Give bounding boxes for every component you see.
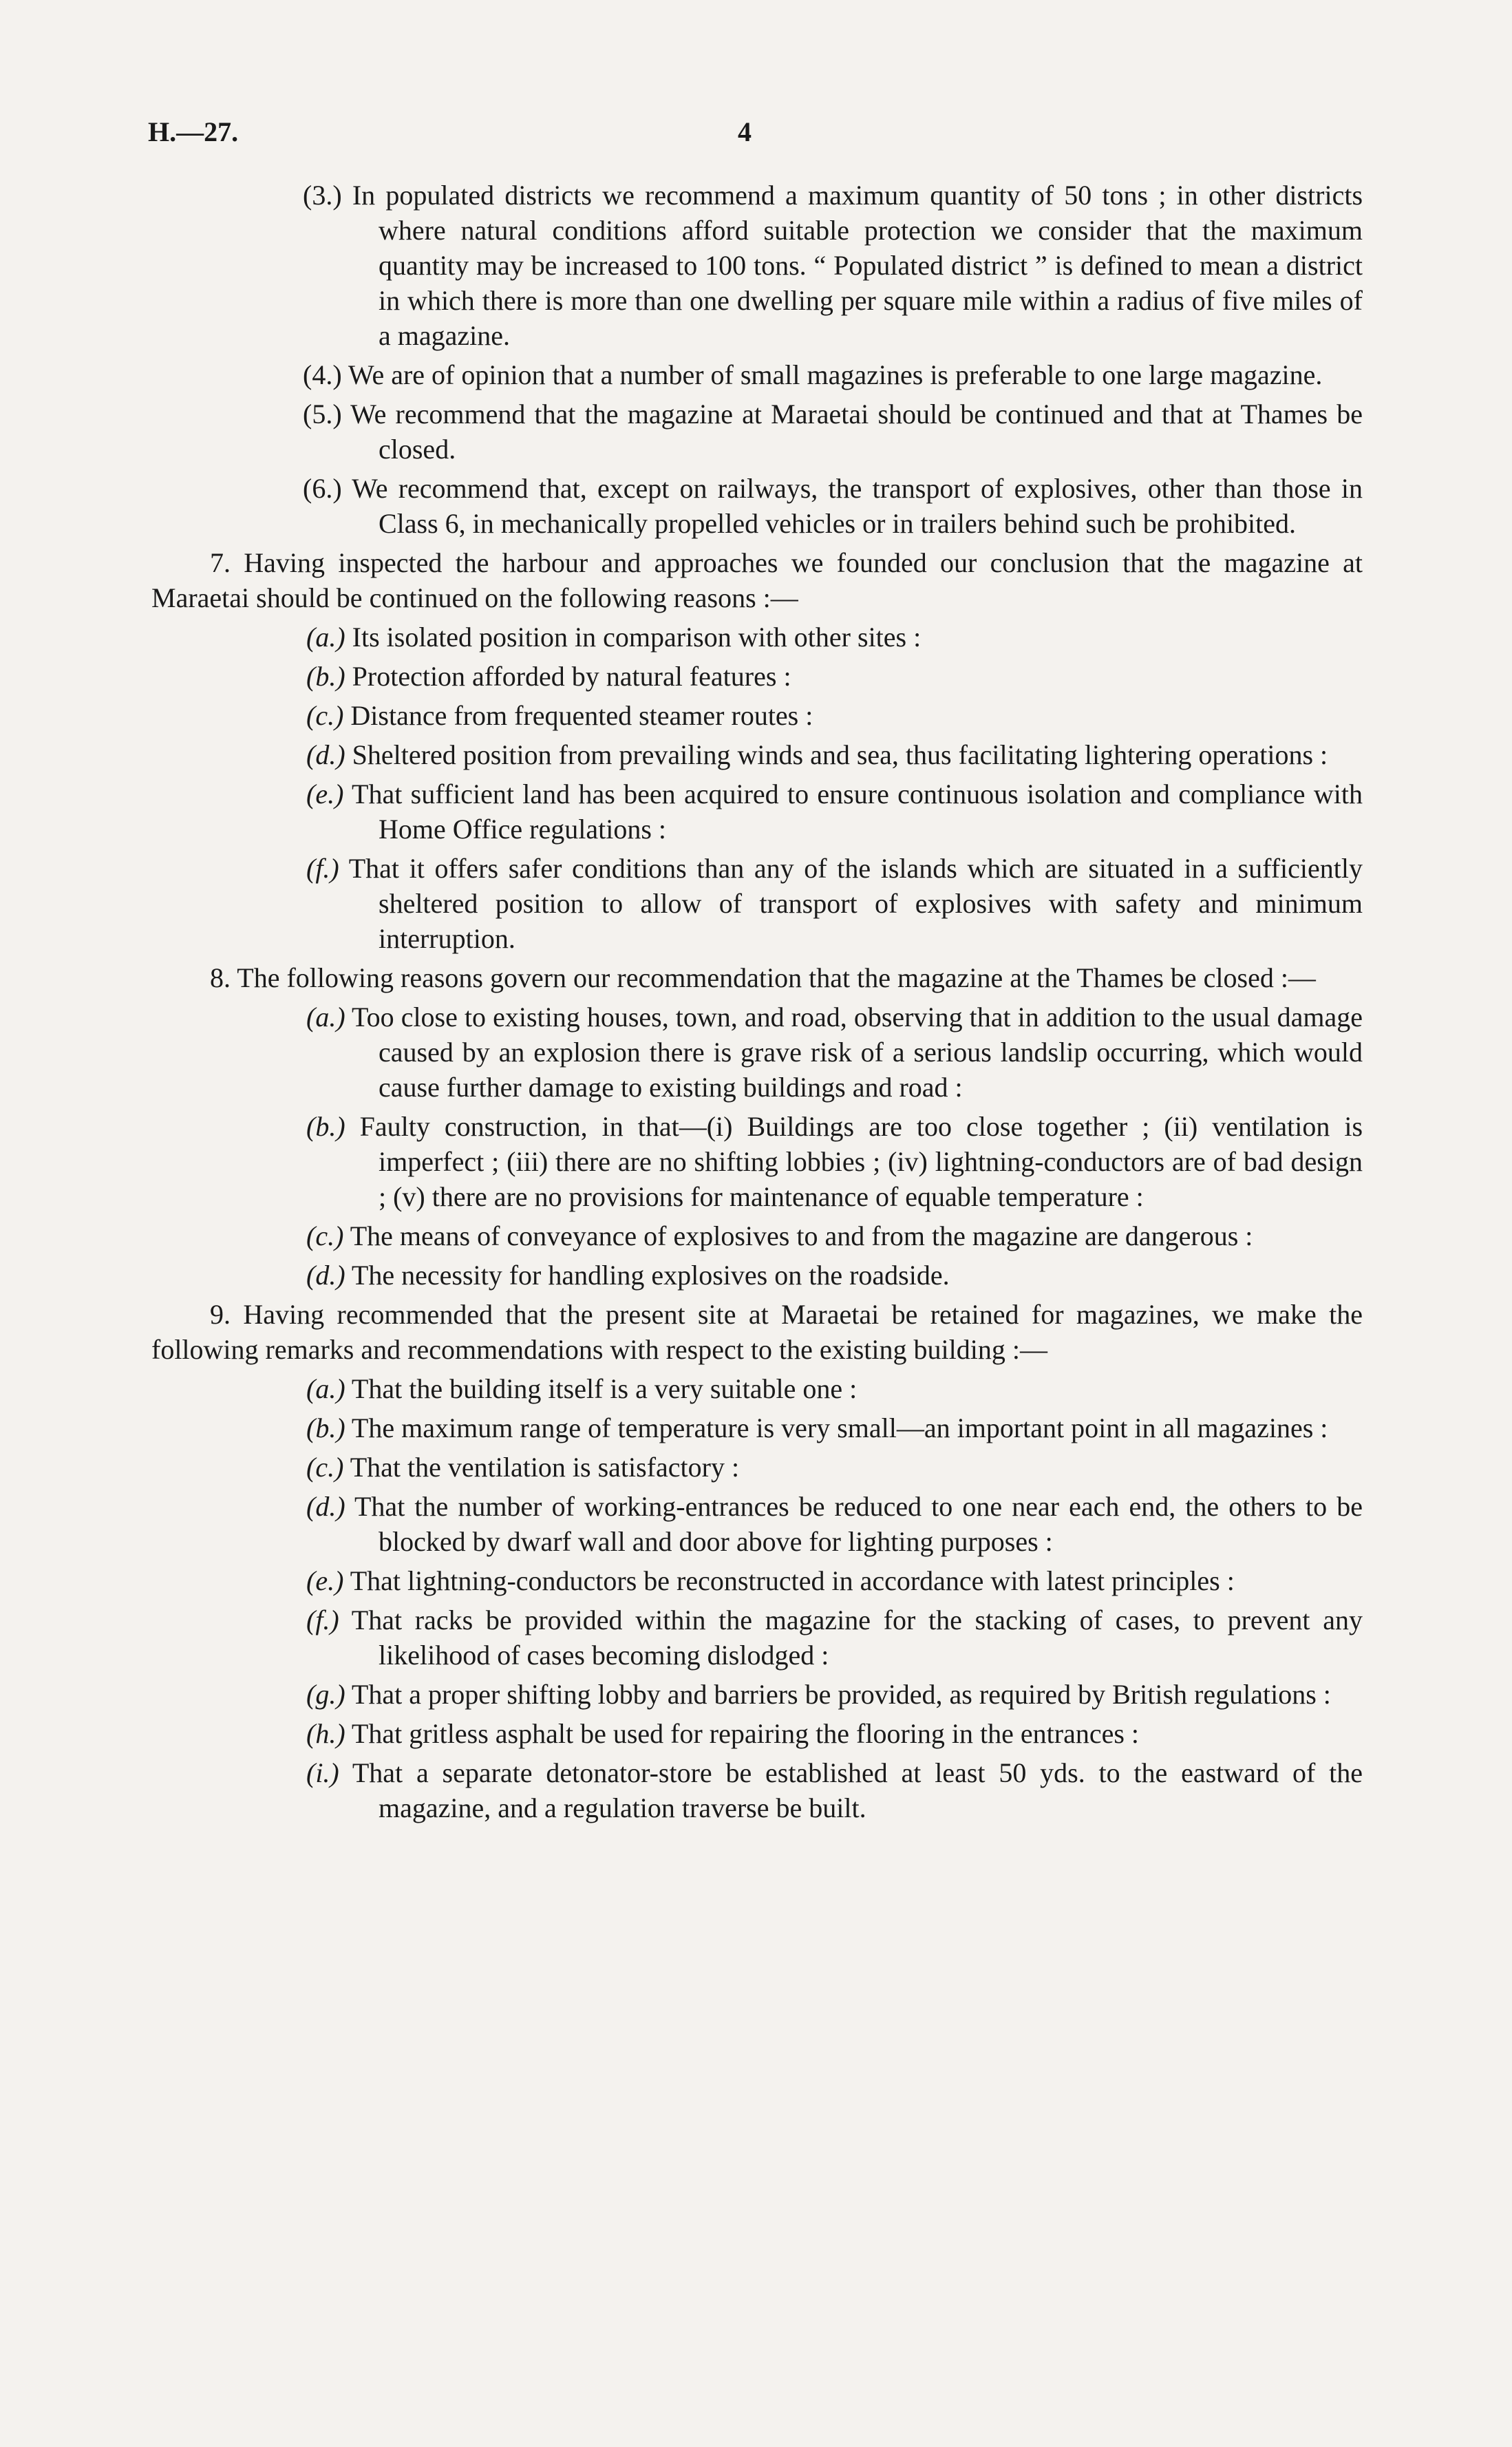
paragraph-9-item-c: (c.) That the ventilation is satisfactory : xyxy=(306,1452,740,1483)
paragraph-7-item-b: (b.) Protection afforded by natural features : xyxy=(306,661,791,692)
paragraph-8-item-c: (c.) The means of conveyance of explosives to and from the magazine are dangerous : xyxy=(306,1220,1253,1251)
paragraph-9-item-h: (h.) That gritless asphalt be used for repairing the flooring in the entrances : xyxy=(306,1718,1140,1749)
paragraph-7-item-e: (e.) That sufficient land has been acquired to ensure continuous isolation and compliance with Home Office regulations : xyxy=(306,778,1363,845)
paragraph-8-intro: 8. The following reasons govern our recommendation that the magazine at the Thames be closed :— xyxy=(210,962,1316,993)
paragraph-8-item-d: (d.) The necessity for handling explosives on the roadside. xyxy=(306,1260,950,1291)
paragraph-9-item-e: (e.) That lightning-conductors be reconstructed in accordance with latest principles : xyxy=(306,1565,1235,1596)
page-number: 4 xyxy=(738,116,752,147)
paragraph-9-item-d: (d.) That the number of working-entrances be reduced to one near each end, the others to be blocked by dwarf wall and door above for lighting purposes : xyxy=(306,1491,1363,1557)
document-reference: H.—27. xyxy=(148,116,239,147)
paragraph-9-item-b: (b.) The maximum range of temperature is very small—an important point in all magazines : xyxy=(306,1412,1328,1443)
paragraph-9-item-g: (g.) That a proper shifting lobby and barriers be provided, as required by British regulations : xyxy=(306,1679,1331,1710)
paragraph-9-item-i: (i.) That a separate detonator-store be established at least 50 yds. to the eastward of the magazine, and a regulation traverse be built. xyxy=(306,1757,1363,1823)
document-body xyxy=(151,178,1363,1830)
paragraph-8-item-a: (a.) Too close to existing houses, town, and road, observing that in addition to the usual damage caused by an explosion there is grave risk of a serious landslip occurring, which would cause further damage to existing buildings and road : xyxy=(306,1002,1363,1103)
recommendation-5: (5.) We recommend that the magazine at Maraetai should be continued and that at Thames be closed. xyxy=(303,399,1363,465)
paragraph-7-item-f: (f.) That it offers safer conditions than any of the islands which are situated in a sufficiently sheltered position to allow of transport of explosives with safety and minimum interruption. xyxy=(306,853,1363,954)
paragraph-7-item-a: (a.) Its isolated position in comparison with other sites : xyxy=(306,622,922,653)
recommendation-6: (6.) We recommend that, except on railways, the transport of explosives, other than those in Class 6, in mechanically propelled vehicles or in trailers behind such be prohibited. xyxy=(303,473,1363,539)
paragraph-7-intro: 7. Having inspected the harbour and approaches we founded our conclusion that the magazine at Maraetai should be continued on the following reasons :— xyxy=(151,547,1363,613)
paragraph-9-intro: 9. Having recommended that the present site at Maraetai be retained for magazines, we make the following remarks and recommendations with respect to the existing building :— xyxy=(151,1299,1363,1365)
paragraph-7-item-c: (c.) Distance from frequented steamer routes : xyxy=(306,700,813,731)
paragraph-8-item-b: (b.) Faulty construction, in that—(i) Buildings are too close together ; (ii) ventilation is imperfect ; (iii) there are no shifting lobbies ; (iv) lightning-conductors are of bad design ; (v) there are no provisions for maintenance of equable temperature : xyxy=(306,1111,1363,1212)
recommendation-3: (3.) In populated districts we recommend a maximum quantity of 50 tons ; in other districts where natural conditions afford suitable protection we consider that the maximum quantity may be increased to 100 tons. “ Populated district ” is defined to mean a district in which there is more than one dwelling per square mile within a radius of five miles of a magazine. xyxy=(303,180,1363,351)
paragraph-9-item-f: (f.) That racks be provided within the magazine for the stacking of cases, to prevent any likelihood of cases becoming dislodged : xyxy=(306,1604,1363,1671)
paragraph-9-item-a: (a.) That the building itself is a very suitable one : xyxy=(306,1373,858,1404)
recommendation-4: (4.) We are of opinion that a number of small magazines is preferable to one large magazine. xyxy=(303,359,1323,390)
paragraph-7-item-d: (d.) Sheltered position from prevailing winds and sea, thus facilitating lightering operations : xyxy=(306,739,1328,770)
